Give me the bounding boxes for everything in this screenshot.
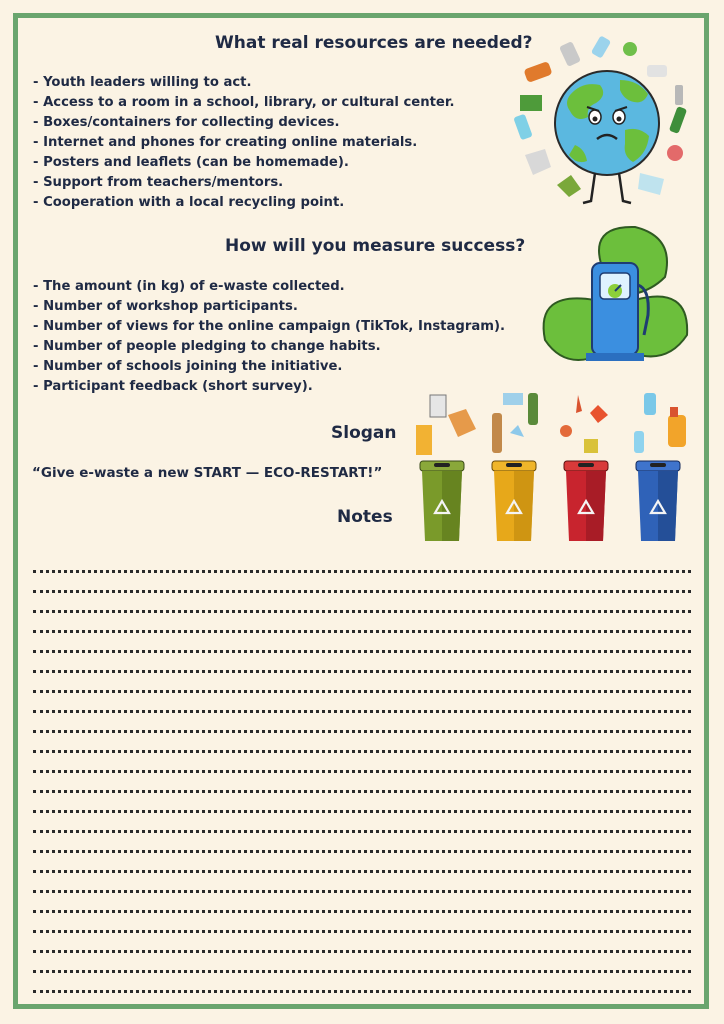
success-item: - Participant feedback (short survey). bbox=[33, 379, 313, 394]
success-list bbox=[33, 277, 505, 397]
note-line bbox=[33, 553, 691, 573]
note-line bbox=[33, 673, 691, 693]
resources-list bbox=[33, 73, 455, 213]
resources-heading: What real resources are needed? bbox=[215, 33, 533, 53]
eco-fuel-pump-icon bbox=[540, 225, 690, 370]
note-line bbox=[33, 773, 691, 793]
note-line bbox=[33, 573, 691, 593]
note-line bbox=[33, 953, 691, 973]
note-line bbox=[33, 813, 691, 833]
notes-lines bbox=[33, 553, 691, 993]
resources-item: - Support from teachers/mentors. bbox=[33, 175, 284, 190]
note-line bbox=[33, 733, 691, 753]
resources-item: - Cooperation with a local recycling point. bbox=[33, 195, 345, 210]
note-line bbox=[33, 713, 691, 733]
success-item: - Number of schools joining the initiative. bbox=[33, 359, 343, 374]
resources-item: - Access to a room in a school, library, or cultural center. bbox=[33, 95, 455, 110]
note-line bbox=[33, 833, 691, 853]
recycling-bins-icon bbox=[408, 385, 698, 547]
success-item: - Number of workshop participants. bbox=[33, 299, 298, 314]
note-line bbox=[33, 653, 691, 673]
note-line bbox=[33, 753, 691, 773]
note-line bbox=[33, 913, 691, 933]
success-heading: How will you measure success? bbox=[225, 236, 526, 256]
note-line bbox=[33, 613, 691, 633]
note-line bbox=[33, 593, 691, 613]
note-line bbox=[33, 793, 691, 813]
note-line bbox=[33, 693, 691, 713]
sad-earth-icon bbox=[515, 35, 695, 210]
note-line bbox=[33, 933, 691, 953]
slogan-text: “Give e-waste a new START — ECO-RESTART!” bbox=[32, 465, 383, 481]
note-line bbox=[33, 873, 691, 893]
success-item: - Number of views for the online campaign (TikTok, Instagram). bbox=[33, 319, 506, 334]
resources-item: - Internet and phones for creating online materials. bbox=[33, 135, 418, 150]
resources-item: - Posters and leaflets (can be homemade). bbox=[33, 155, 349, 170]
note-line bbox=[33, 853, 691, 873]
success-item: - The amount (in kg) of e-waste collected. bbox=[33, 279, 345, 294]
slogan-heading: Slogan bbox=[331, 423, 397, 443]
success-item: - Number of people pledging to change habits. bbox=[33, 339, 381, 354]
notes-heading: Notes bbox=[337, 507, 393, 527]
note-line bbox=[33, 633, 691, 653]
note-line bbox=[33, 893, 691, 913]
resources-item: - Boxes/containers for collecting devices. bbox=[33, 115, 340, 130]
note-line bbox=[33, 973, 691, 993]
resources-item: - Youth leaders willing to act. bbox=[33, 75, 252, 90]
